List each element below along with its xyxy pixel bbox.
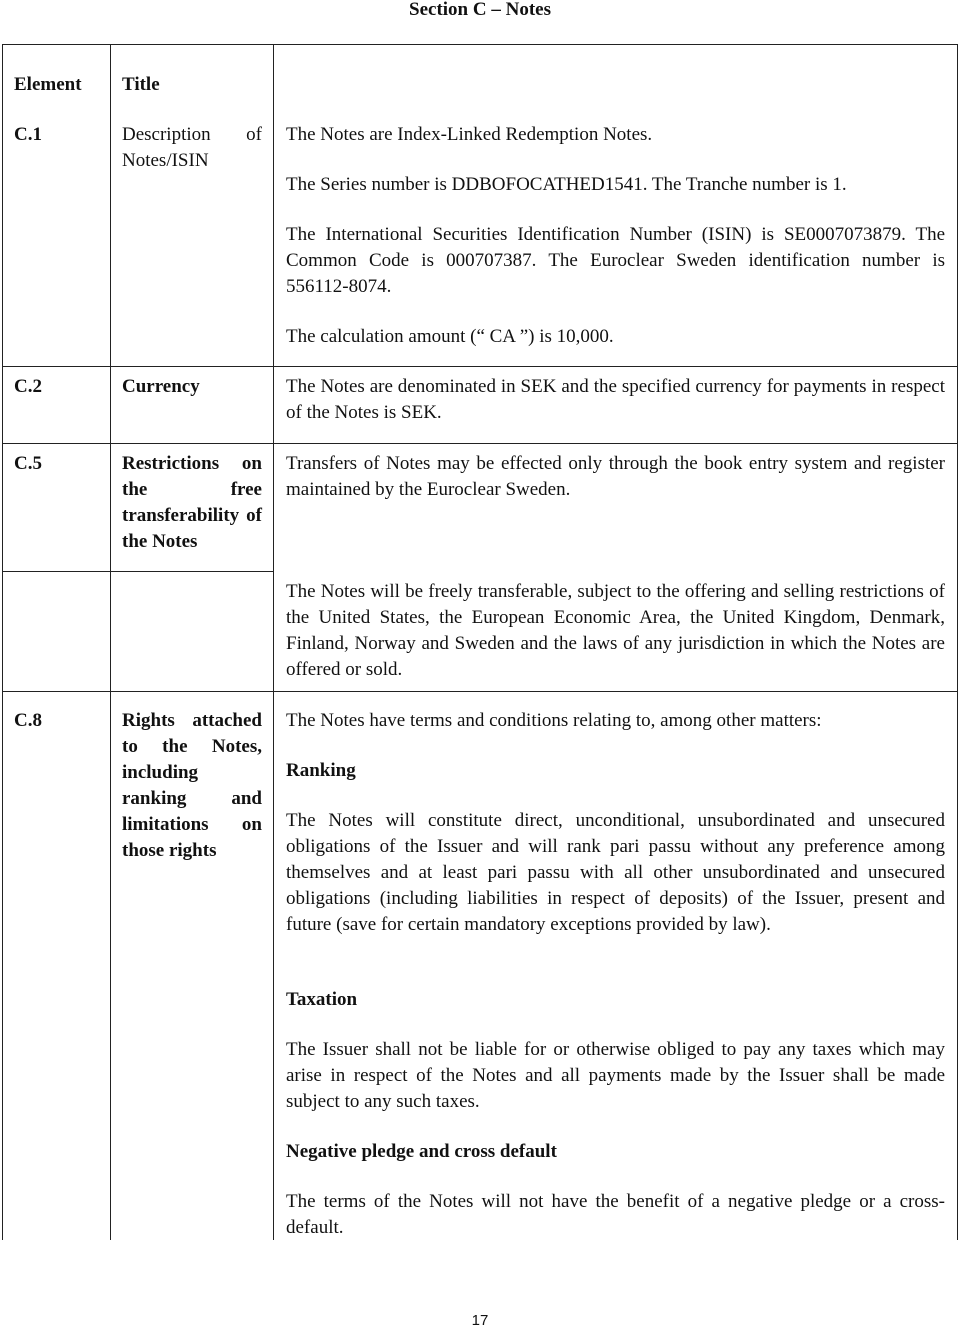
title-column-header: Title (122, 74, 160, 95)
element-title: Description of Notes/ISIN (122, 124, 262, 171)
element-title: Rights attached to the Notes, including ranking and limitations on those rights (122, 710, 262, 861)
element-code: C.1 (14, 124, 42, 145)
element-title: Currency (122, 376, 200, 397)
element-title: Restrictions on the free transferability of the Notes (122, 453, 262, 552)
element-code: C.8 (14, 710, 42, 731)
page-number: 17 (471, 1312, 489, 1329)
table-left-border (2, 44, 3, 1240)
row-divider-c2-c5 (2, 443, 957, 444)
body-paragraph: The Notes will constitute direct, unconditional, unsubordinated and unsecured obligations of the Issuer and will rank pari passu without any preference among themselves and at least pari passu with all other unsubordinated and unsecured obligations (including liabilities in respect of deposits) of the Issuer, present and future (save for certain mandatory exceptions provided by law). (286, 810, 945, 935)
element-code: C.5 (14, 453, 42, 474)
section-title: Section C – Notes (409, 0, 551, 20)
element-column-header: Element (14, 74, 82, 95)
subheading-negative-pledge: Negative pledge and cross default (286, 1141, 557, 1162)
row-divider-c5-c8 (2, 691, 957, 692)
row-divider-c5-internal (2, 571, 273, 572)
body-paragraph: The calculation amount (“ CA ”) is 10,000. (286, 326, 614, 347)
title-column-divider (110, 44, 111, 1240)
body-paragraph: Transfers of Notes may be effected only through the book entry system and register maintained by the Euroclear Sweden. (286, 453, 945, 500)
row-divider-c1-c2 (2, 366, 957, 367)
body-paragraph: The International Securities Identification Number (ISIN) is SE0007073879. The Common Code is 000707387. The Euroclear Sweden identification number is 556112-8074. (286, 224, 945, 297)
body-paragraph: The Notes have terms and conditions relating to, among other matters: (286, 710, 822, 731)
element-code: C.2 (14, 376, 42, 397)
table-top-border (2, 44, 957, 45)
table-right-border (957, 44, 958, 1240)
body-paragraph: The Issuer shall not be liable for or otherwise obliged to pay any taxes which may arise in respect of the Notes and all payments made by the Issuer shall be made subject to any such taxes. (286, 1039, 945, 1112)
body-paragraph: The Notes are denominated in SEK and the specified currency for payments in respect of the Notes is SEK. (286, 376, 945, 423)
body-column-divider (273, 44, 274, 1240)
body-paragraph: The Series number is DDBOFOCATHED1541. The Tranche number is 1. (286, 174, 847, 195)
body-paragraph: The terms of the Notes will not have the benefit of a negative pledge or a cross-default. (286, 1191, 945, 1238)
body-paragraph: The Notes will be freely transferable, subject to the offering and selling restrictions of the United States, the European Economic Area, the United Kingdom, Denmark, Finland, Norway and Sweden and the laws of any jurisdiction in which the Notes are offered or sold. (286, 581, 945, 680)
body-paragraph: The Notes are Index-Linked Redemption Notes. (286, 124, 653, 145)
subheading-taxation: Taxation (286, 989, 358, 1010)
subheading-ranking: Ranking (286, 760, 356, 781)
